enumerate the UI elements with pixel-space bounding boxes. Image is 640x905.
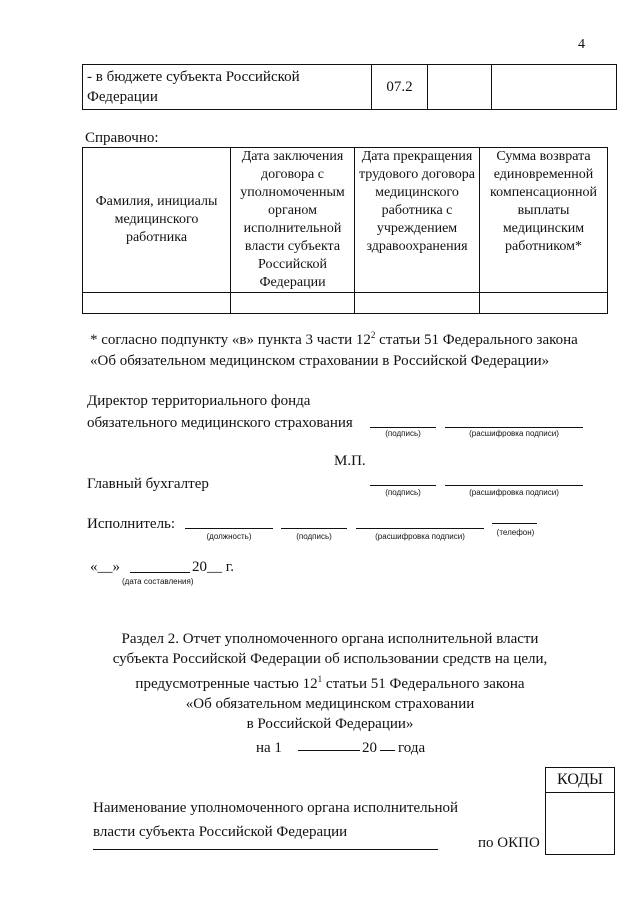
section2-title: Раздел 2. Отчет уполномоченного органа исполнительной власти субъекта Российской Федерации об использовании средств на цели, предусмотренные частью $12^1$ статьи 51 Федерального закона «Об обязательном медицинском страховании в Российской Федерации» bbox=[112, 631, 548, 732]
header-refund-sum: Сумма возврата единовременной компенсационной выплаты медицинским работником* bbox=[480, 148, 608, 293]
org-name-label: Наименование уполномоченного органа исполнительной власти субъекта Российской Федерации bbox=[93, 800, 459, 840]
decode-caption: (расшифровка подписи) bbox=[375, 532, 465, 541]
budget-row-code: 07.2 bbox=[372, 65, 428, 110]
org-name-line bbox=[93, 849, 438, 850]
signature-line bbox=[370, 485, 436, 486]
table-cell bbox=[355, 293, 480, 314]
budget-row-cell bbox=[428, 65, 492, 110]
okpo-label: по ОКПО bbox=[478, 835, 540, 851]
period-year-line bbox=[380, 750, 395, 751]
signature-caption: (подпись) bbox=[296, 532, 332, 541]
decode-line bbox=[445, 485, 583, 486]
page-number: 4 bbox=[578, 37, 585, 52]
codes-box bbox=[545, 767, 615, 855]
date-year: 20__ г. bbox=[192, 559, 234, 575]
decode-caption: (расшифровка подписи) bbox=[469, 488, 559, 497]
decode-line bbox=[445, 427, 583, 428]
position-line bbox=[185, 528, 273, 529]
footnote: * согласно подпункту «в» пункта 3 части $12^2$ статьи 51 Федерального закона «Об обязательном медицинском страховании в Российской Федерации» bbox=[90, 330, 578, 369]
stamp-place: М.П. bbox=[334, 453, 366, 469]
period-day-line bbox=[298, 750, 360, 751]
header-name: Фамилия, инициалы медицинского работника bbox=[83, 148, 231, 293]
budget-row-table bbox=[82, 64, 617, 110]
director-title: Директор территориального фонда обязательного медицинского страхования bbox=[87, 393, 353, 431]
accountant-title: Главный бухгалтер bbox=[87, 476, 209, 492]
signature-caption: (подпись) bbox=[385, 429, 421, 438]
codes-header: КОДЫ bbox=[546, 768, 614, 793]
position-caption: (должность) bbox=[206, 532, 252, 541]
month-line bbox=[130, 572, 190, 573]
signature-line bbox=[370, 427, 436, 428]
table-cell bbox=[480, 293, 608, 314]
period-prefix: на 1 bbox=[256, 740, 282, 756]
decode-caption: (расшифровка подписи) bbox=[469, 429, 559, 438]
period-suffix: года bbox=[398, 740, 426, 756]
period-year: 20 bbox=[362, 740, 377, 756]
reference-label: Справочно: bbox=[85, 130, 159, 146]
header-termination-date: Дата прекращения трудового договора медицинского работника с учреждением здравоохранения bbox=[355, 148, 480, 293]
date-open: «__» bbox=[90, 559, 120, 575]
date-caption: (дата составления) bbox=[122, 577, 194, 586]
signature-line bbox=[281, 528, 347, 529]
signature-caption: (подпись) bbox=[385, 488, 421, 497]
table-cell bbox=[83, 293, 231, 314]
header-contract-date: Дата заключения договора с уполномоченным органом исполнительной власти субъекта Российской Федерации bbox=[231, 148, 355, 293]
table-cell bbox=[231, 293, 355, 314]
phone-caption: (телефон) bbox=[496, 528, 535, 537]
executor-label: Исполнитель: bbox=[87, 516, 176, 532]
budget-row-cell bbox=[492, 65, 617, 110]
budget-row-label: - в бюджете субъекта Российской Федерации bbox=[83, 65, 372, 110]
phone-line bbox=[492, 523, 537, 524]
reference-table bbox=[82, 147, 608, 314]
decode-line bbox=[356, 528, 484, 529]
